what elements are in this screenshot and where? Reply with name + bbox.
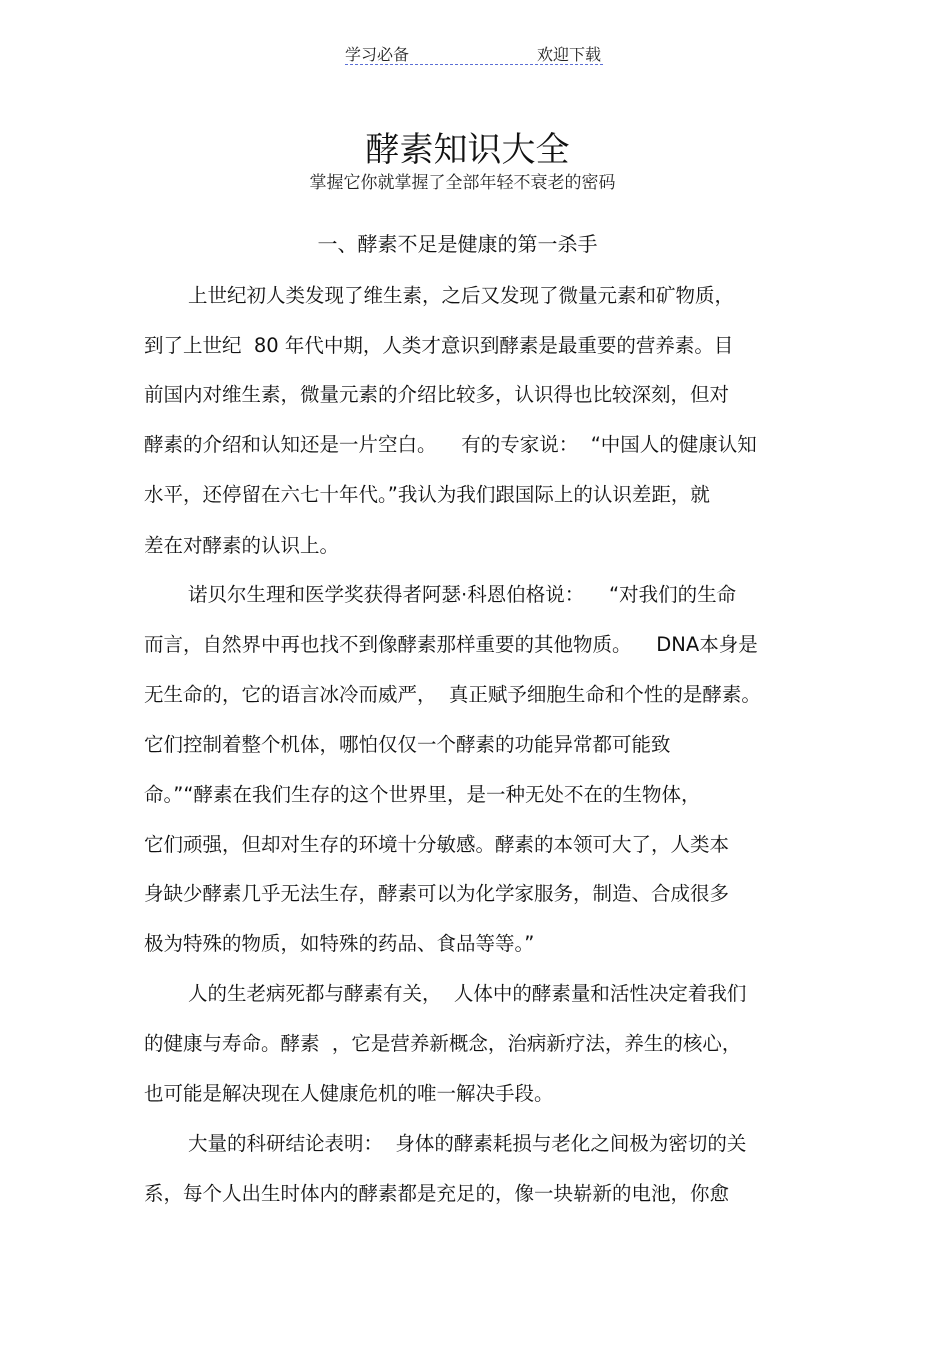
- text-line: 系，每个人出生时体内的酵素都是充足的，像一块崭新的电池，你愈: [144, 1182, 730, 1205]
- text-line: 水平，还停留在六七十年代。”我认为我们跟国际上的认识差距，就: [144, 483, 710, 506]
- section-heading: 一、酵素不足是健康的第一杀手: [317, 232, 598, 256]
- text-line: 差在对酵素的认识上。: [144, 534, 340, 557]
- text-line: 诺贝尔生理和医学奖获得者阿瑟·科恩伯格说： “对我们的生命: [188, 583, 737, 606]
- text-line: 到了上世纪 80 年代中期，人类才意识到酵素是最重要的营养素。目: [144, 334, 734, 357]
- text-line: 的健康与寿命。酵素 ，它是营养新概念，治病新疗法，养生的核心，: [144, 1032, 742, 1055]
- text-line: 身缺少酵素几乎无法生存，酵素可以为化学家服务，制造、合成很多: [144, 882, 730, 905]
- text-line: 大量的科研结论表明： 身体的酵素耗损与老化之间极为密切的关: [188, 1132, 747, 1155]
- header-left-text: 学习必备: [345, 45, 410, 64]
- text-line: 极为特殊的物质，如特殊的药品、食品等等。”: [144, 932, 535, 955]
- text-line: 无生命的，它的语言冰冷而威严， 真正赋予细胞生命和个性的是酵素。: [144, 683, 761, 706]
- text-line: 也可能是解决现在人健康危机的唯一解决手段。: [144, 1082, 554, 1105]
- text-line: 命。”“酵素在我们生存的这个世界里，是一种无处不在的生物体，: [144, 783, 701, 806]
- text-line: 人的生老病死都与酵素有关， 人体中的酵素量和活性决定着我们: [188, 982, 747, 1005]
- page-header: [345, 40, 603, 65]
- text-line: 前国内对维生素，微量元素的介绍比较多，认识得也比较深刻，但对: [144, 383, 730, 406]
- header-right-text: 欢迎下载: [536, 45, 601, 64]
- text-line: 酵素的介绍和认知还是一片空白。 有的专家说： “中国人的健康认知: [144, 433, 757, 456]
- text-line: 它们控制着整个机体，哪怕仅仅一个酵素的功能异常都可能致: [144, 733, 671, 756]
- text-line: 而言，自然界中再也找不到像酵素那样重要的其他物质。 DNA本身是: [144, 633, 758, 656]
- document-subtitle: 掌握它你就掌握了全部年轻不衰老的密码: [309, 173, 616, 193]
- text-line: 它们顽强，但却对生存的环境十分敏感。酵素的本领可大了，人类本: [144, 833, 730, 856]
- text-line: 上世纪初人类发现了维生素，之后又发现了微量元素和矿物质，: [188, 284, 735, 307]
- document-title: 酵素知识大全: [365, 130, 570, 170]
